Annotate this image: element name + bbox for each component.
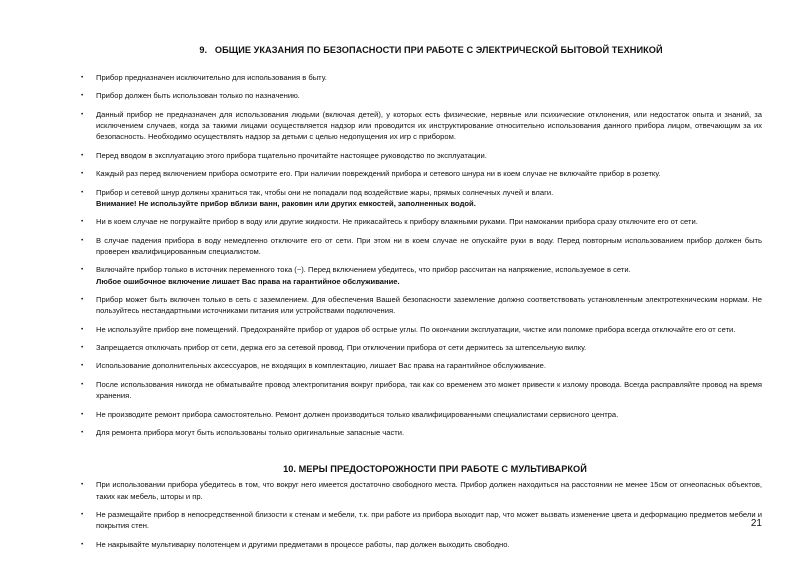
bullet-icon: • <box>81 362 84 370</box>
list-item <box>80 187 762 210</box>
item-text: Для ремонта прибора могут быть использованы только оригинальные запасные части. <box>96 427 405 437</box>
item-text: Не производите ремонт прибора самостоятельно. Ремонт должен производиться только квалифицированными специалистами сервисного центра. <box>96 409 619 419</box>
list-item <box>80 509 762 532</box>
list-item <box>80 427 762 438</box>
item-text: Каждый раз перед включением прибора осмотрите его. При наличии повреждений прибора и сетевого шнура ни в коем случае не включайте прибор в розетку. <box>96 169 661 179</box>
bullet-icon: • <box>81 410 84 418</box>
list-item <box>80 324 762 335</box>
bullet-icon: • <box>81 481 84 489</box>
bullet-icon: • <box>81 325 84 333</box>
bullet-icon: • <box>81 170 84 178</box>
item-text: Использование дополнительных аксессуаров, не входящих в комплектацию, лишает Вас права на гарантийное обслуживание. <box>96 361 546 371</box>
bullet-icon: • <box>81 540 84 548</box>
bullet-icon: • <box>81 511 84 519</box>
item-text: Не размещайте прибор в непосредственной близости к стенам и мебели, т.к. при работе из прибора выходит пар, что может вызвать изменение цвета и деформацию предметов мебели и покрытия стен. <box>96 510 762 531</box>
list-item <box>80 90 762 101</box>
bullet-icon: • <box>81 92 84 100</box>
item-text: Запрещается отключать прибор от сети, держа его за сетевой провод. При отключении прибора от сети держитесь за штепсельную вилку. <box>96 343 587 353</box>
warning-text: Внимание! Не используйте прибор вблизи ванн, раковин или других емкостей, заполненных водой. <box>96 198 476 208</box>
list-item <box>80 264 762 287</box>
item-text: В случае падения прибора в воду немедленно отключите его от сети. При этом ни в коем случае не опускайте руки в воду. Перед повторным использованием прибор должен быть проверен квалифицированным специалистом. <box>96 235 762 256</box>
item-text: Ни в коем случае не погружайте прибор в воду или другие жидкости. Не прикасайтесь к прибору влажными руками. При намокании прибора сразу отключите его от сети. <box>96 217 698 227</box>
page-number: 21 <box>750 518 762 529</box>
item-text: Прибор и сетевой шнур должны храниться так, чтобы они не попадали под воздействие жары, прямых солнечных лучей и влаги. <box>96 187 554 197</box>
item-text: При использовании прибора убедитесь в том, что вокруг него имеется достаточно свободного места. Прибор должен находиться на расстоянии не менее 15см от огнеопасных объектов, таких как мебель, шторы и пр. <box>96 480 762 501</box>
section-10-list <box>80 479 762 550</box>
section-9-list <box>80 72 762 438</box>
bullet-icon: • <box>81 380 84 388</box>
list-item <box>80 109 762 143</box>
item-text: Не используйте прибор вне помещений. Предохраняйте прибор от ударов об острые углы. По окончании эксплуатации, чистке или поломке прибора всегда отключайте его от сети. <box>96 324 736 334</box>
item-text: После использования никогда не обматывайте провод электропитания вокруг прибора, так как со временем это может привести к излому провода. Всегда расправляйте провод на время хранения. <box>96 379 762 401</box>
bullet-icon: • <box>81 151 84 159</box>
list-item <box>80 342 762 353</box>
section-9-title: 9. ОБЩИЕ УКАЗАНИЯ ПО БЕЗОПАСНОСТИ ПРИ РАБОТЕ С ЭЛЕКТРИЧЕСКОЙ БЫТОВОЙ ТЕХНИКОЙ <box>199 45 663 55</box>
item-text: Прибор предназначен исключительно для использования в быту. <box>96 73 327 82</box>
bullet-icon: • <box>81 236 84 244</box>
bullet-icon: • <box>81 428 84 436</box>
item-text: Данный прибор не предназначен для использования людьми (включая детей), у которых есть физические, нервные или психические отклонения, или недостаток опыта и знаний, за исключением случаев, когда за такими лицами осуществляется надзор или проводится их инструктирование относительно использования данного прибора лицом, отвечающим за их безопасность. Необходимо осуществлять надзор за детьми с целью недопущения их игр с прибором. <box>96 109 762 142</box>
list-item <box>80 409 762 420</box>
section-10-title: 10. МЕРЫ ПРЕДОСТОРОЖНОСТИ ПРИ РАБОТЕ С МУЛЬТИВАРКОЙ <box>283 464 587 475</box>
bullet-icon: • <box>81 110 84 118</box>
item-text: Не накрывайте мультиварку полотенцем и другими предметами в процессе работы, пар должен выходить свободно. <box>96 539 510 549</box>
item-text: Прибор должен быть использован только по назначению. <box>96 91 300 101</box>
item-text: Прибор может быть включен только в сеть с заземлением. Для обеспечения Вашей безопасности заземление должно соответствовать установленным электротехническим нормам. Не пользуйтесь нестандартными источниками питания или устройствами подключения. <box>96 295 762 316</box>
list-item <box>80 294 762 317</box>
list-item <box>80 379 762 402</box>
bullet-icon: • <box>81 188 84 196</box>
bullet-icon: • <box>81 296 84 303</box>
list-item <box>80 72 762 83</box>
list-item <box>80 479 762 502</box>
bullet-icon: • <box>81 266 84 274</box>
warning-text: Любое ошибочное включение лишает Вас права на гарантийное обслуживание. <box>96 276 400 286</box>
bullet-icon: • <box>81 344 84 352</box>
list-item <box>80 360 762 371</box>
list-item <box>80 150 762 161</box>
bullet-icon: • <box>81 74 84 81</box>
bullet-icon: • <box>81 218 84 226</box>
list-item <box>80 235 762 258</box>
list-item <box>80 539 762 550</box>
list-item <box>80 168 762 179</box>
item-text: Перед вводом в эксплуатацию этого прибора тщательно прочитайте настоящее руководство по эксплуатации. <box>96 150 487 160</box>
list-item <box>80 216 762 227</box>
item-text: Включайте прибор только в источник переменного тока (~). Перед включением убедитесь, что прибор рассчитан на напряжение, используемое в сети. <box>96 265 631 275</box>
